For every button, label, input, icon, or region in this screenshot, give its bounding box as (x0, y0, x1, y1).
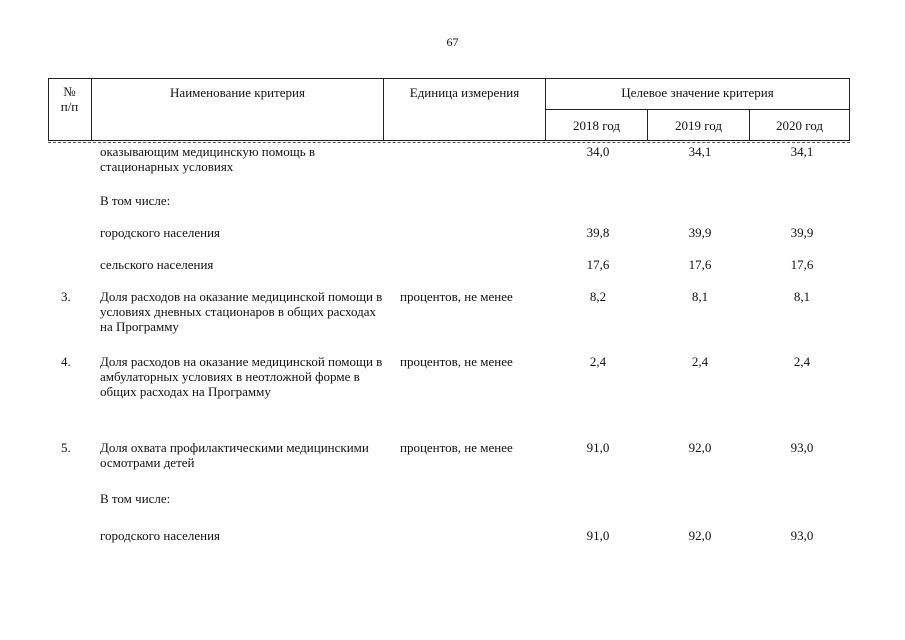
row-value-2020: 93,0 (790, 528, 814, 543)
continuation-divider (48, 142, 850, 143)
row-value-2018: 2,4 (589, 354, 607, 369)
row-value-2020: 93,0 (790, 440, 814, 455)
row-unit: процентов, не менее (400, 440, 513, 455)
row-name: Доля охвата профилактическими медицинскими осмотрами детей (100, 440, 369, 470)
page-number: 67 (446, 35, 459, 49)
row-value-2018: 91,0 (586, 528, 610, 543)
row-value-2019: 39,9 (688, 225, 712, 240)
row-number: 5. (61, 440, 71, 455)
row-name: городского населения (100, 225, 221, 240)
row-value-2019: 92,0 (688, 440, 712, 455)
header-num-line2: п/п (60, 99, 79, 114)
row-name: оказывающим медицинскую помощь в стационарных условиях (100, 144, 316, 174)
row-value-2019: 92,0 (688, 528, 712, 543)
header-num (48, 84, 91, 114)
row-value-2018: 39,8 (586, 225, 610, 240)
row-value-2020: 8,1 (793, 289, 811, 304)
row-value-2019: 8,1 (691, 289, 709, 304)
row-name: сельского населения (100, 257, 214, 272)
header-year-2018: 2018 год (573, 118, 620, 133)
row-unit: процентов, не менее (400, 289, 513, 304)
row-value-2020: 34,1 (790, 144, 814, 159)
row-value-2020: 17,6 (790, 257, 814, 272)
header-unit: Единица измерения (409, 85, 520, 100)
row-value-2018: 17,6 (586, 257, 610, 272)
row-name: В том числе: (100, 193, 171, 208)
row-unit: процентов, не менее (400, 354, 513, 369)
header-bottom-border (48, 140, 850, 141)
header-top-border (48, 78, 850, 79)
row-value-2020: 2,4 (793, 354, 811, 369)
header-target: Целевое значение критерия (621, 85, 774, 100)
row-value-2019: 2,4 (691, 354, 709, 369)
row-value-2018: 8,2 (589, 289, 607, 304)
row-number: 3. (61, 289, 71, 304)
header-year-2020: 2020 год (776, 118, 823, 133)
row-value-2019: 17,6 (688, 257, 712, 272)
row-value-2018: 91,0 (586, 440, 610, 455)
row-name: В том числе: (100, 491, 171, 506)
row-name: Доля расходов на оказание медицинской помощи в амбулаторных условиях в неотложной форме в общих расходах на Программу (100, 354, 383, 399)
header-num-line1: № (63, 84, 76, 99)
header-year-2019: 2019 год (675, 118, 722, 133)
header-name: Наименование критерия (170, 85, 305, 100)
row-value-2018: 34,0 (586, 144, 610, 159)
row-name: Доля расходов на оказание медицинской помощи в условиях дневных стационаров в общих расходах на Программу (100, 289, 383, 334)
row-name: городского населения (100, 528, 221, 543)
row-number: 4. (61, 354, 71, 369)
header-years-divider (545, 109, 850, 110)
table-header (48, 78, 850, 141)
row-value-2019: 34,1 (688, 144, 712, 159)
row-value-2020: 39,9 (790, 225, 814, 240)
